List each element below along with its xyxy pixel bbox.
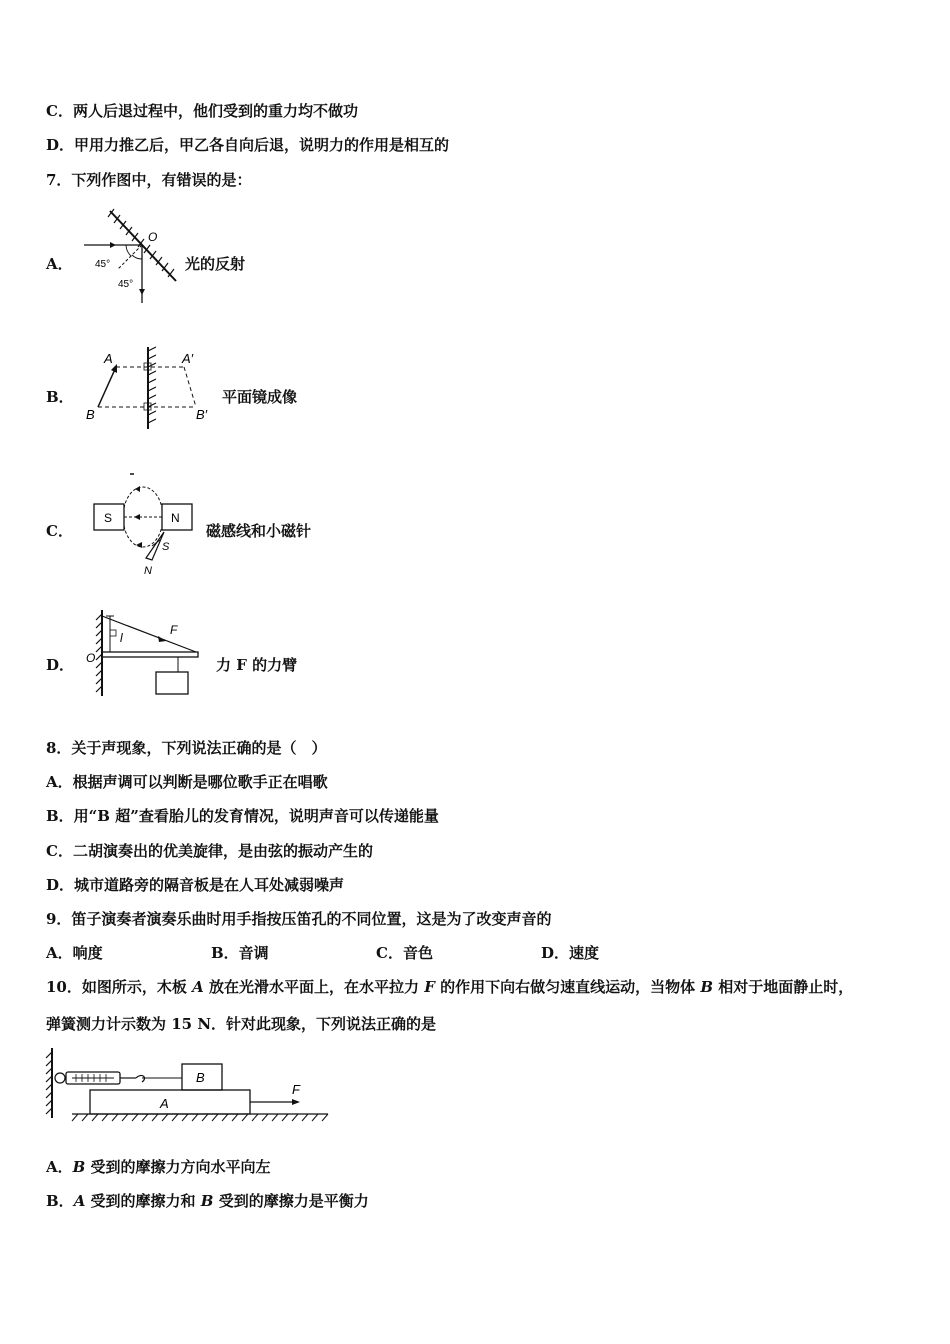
fulcrum-o-label: O	[86, 651, 96, 665]
board-a-label: A	[160, 1096, 169, 1111]
magnet-s-label: S	[104, 511, 113, 525]
magnet-figure	[90, 470, 202, 576]
q7-b-letter: B．	[46, 388, 74, 406]
q8-option-a: A．根据声调可以判断是哪位歌手正在唱歌	[46, 773, 328, 791]
q8-option-d: D．城市道路旁的隔音板是在人耳处减弱噪声	[46, 876, 345, 894]
q6-option-d: D．甲用力推乙后，甲乙各自向后退，说明力的作用是相互的	[46, 136, 450, 154]
q7-d-letter: D．	[46, 656, 75, 674]
q10-option-a: A．B 受到的摩擦力方向水平向左	[46, 1158, 271, 1176]
needle-s-label: S	[162, 541, 170, 553]
q7-c-caption: 磁感线和小磁针	[206, 522, 312, 540]
point-o-label: O	[148, 230, 158, 244]
q9-option-b: B．音调	[211, 944, 269, 962]
q7-d-caption: 力 F 的力臂	[216, 656, 298, 674]
q8-stem: 8．关于声现象，下列说法正确的是（ ）	[46, 739, 327, 757]
q9-option-a: A．响度	[46, 944, 103, 962]
q9-stem: 9．笛子演奏者演奏乐曲时用手指按压笛孔的不同位置，这是为了改变声音的	[46, 910, 552, 928]
q8-option-b: B．用“B 超”查看胎儿的发育情况，说明声音可以传递能量	[46, 807, 439, 825]
lever-figure	[82, 606, 208, 698]
magnet-n-label: N	[171, 511, 180, 525]
needle-n-label: N	[144, 565, 152, 576]
q10-option-b: B．A 受到的摩擦力和 B 受到的摩擦力是平衡力	[46, 1192, 369, 1210]
q7-a-caption: 光的反射	[185, 255, 246, 273]
reflection-figure	[82, 205, 182, 307]
q6-option-c: C．两人后退过程中，他们受到的重力均不做功	[46, 102, 358, 120]
lever-arm-l-label: l	[120, 631, 123, 645]
angle-label-2: 45°	[118, 279, 134, 290]
force-f-label: F	[170, 623, 178, 637]
point-a-label: A	[104, 351, 113, 366]
q7-b-caption: 平面镜成像	[222, 388, 298, 406]
point-b-label: B	[86, 407, 95, 422]
q8-option-c: C．二胡演奏出的优美旋律，是由弦的振动产生的	[46, 842, 373, 860]
q10-stem-line1: 10．如图所示，木板 A 放在光滑水平面上，在水平拉力 F 的作用下向右做匀速直线运动，当物体 B 相对于地面静止时，	[46, 978, 854, 996]
q10-stem-line2: 弹簧测力计示数为 15 N．针对此现象，下列说法正确的是	[46, 1015, 437, 1033]
point-b-prime-label: B′	[196, 407, 208, 422]
q9-option-d: D．速度	[541, 944, 600, 962]
angle-label-1: 45°	[95, 259, 111, 270]
point-a-prime-label: A′	[182, 351, 194, 366]
block-b-label: B	[196, 1070, 205, 1085]
plane-mirror-figure	[84, 345, 214, 431]
q7-stem: 7．下列作图中，有错误的是：	[46, 171, 252, 189]
q7-a-letter: A．	[46, 255, 73, 273]
q7-c-letter: C．	[46, 522, 73, 540]
spring-scale-figure	[42, 1044, 332, 1124]
force-f-label: F	[292, 1082, 300, 1097]
q9-option-c: C．音色	[376, 944, 433, 962]
